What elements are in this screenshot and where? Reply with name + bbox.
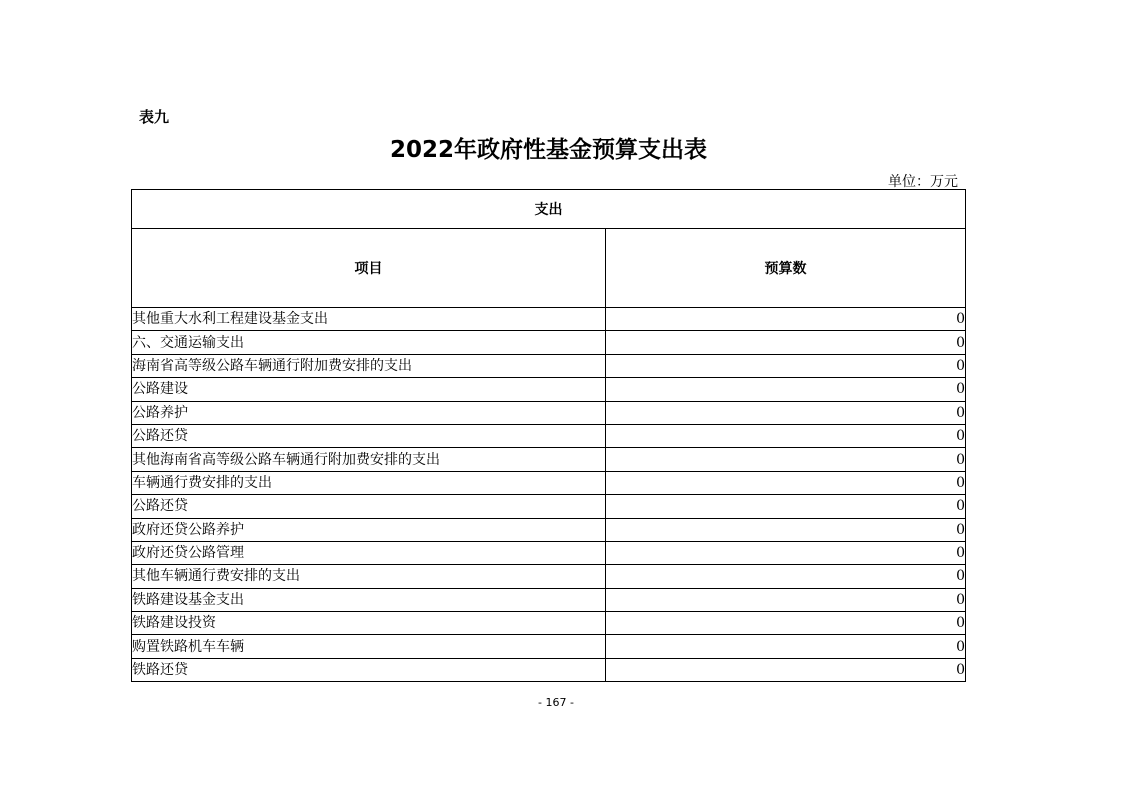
item-cell: 公路养护 (132, 401, 606, 424)
table-row (132, 308, 966, 331)
table-row (132, 518, 966, 541)
item-cell: 六、交通运输支出 (132, 331, 606, 354)
item-cell: 购置铁路机车车辆 (132, 635, 606, 658)
item-cell: 公路建设 (132, 378, 606, 401)
amount-cell: 0 (606, 448, 966, 471)
item-cell: 海南省高等级公路车辆通行附加费安排的支出 (132, 354, 606, 377)
table-header (132, 190, 966, 308)
item-cell: 其他重大水利工程建设基金支出 (132, 308, 606, 331)
table-row (132, 658, 966, 681)
table-row (132, 378, 966, 401)
amount-cell: 0 (606, 308, 966, 331)
table-row (132, 495, 966, 518)
amount-cell: 0 (606, 612, 966, 635)
table-row (132, 612, 966, 635)
header-group-expenditure: 支出 (132, 190, 966, 229)
item-cell: 车辆通行费安排的支出 (132, 471, 606, 494)
item-cell: 铁路建设投资 (132, 612, 606, 635)
budget-table (131, 189, 966, 682)
item-cell: 政府还贷公路养护 (132, 518, 606, 541)
amount-cell: 0 (606, 588, 966, 611)
amount-cell: 0 (606, 331, 966, 354)
table-label: 表九 (139, 108, 170, 126)
item-cell: 其他车辆通行费安排的支出 (132, 565, 606, 588)
amount-cell: 0 (606, 401, 966, 424)
item-cell: 铁路建设基金支出 (132, 588, 606, 611)
table-body (132, 308, 966, 682)
table-row (132, 471, 966, 494)
item-cell: 政府还贷公路管理 (132, 541, 606, 564)
item-cell: 公路还贷 (132, 495, 606, 518)
amount-cell: 0 (606, 541, 966, 564)
table-row (132, 541, 966, 564)
page-number: - 167 - (538, 696, 574, 709)
amount-cell: 0 (606, 354, 966, 377)
table-row (132, 331, 966, 354)
amount-cell: 0 (606, 658, 966, 681)
table-row (132, 565, 966, 588)
item-cell: 公路还贷 (132, 424, 606, 447)
item-cell: 其他海南省高等级公路车辆通行附加费安排的支出 (132, 448, 606, 471)
amount-cell: 0 (606, 495, 966, 518)
table-row (132, 635, 966, 658)
amount-cell: 0 (606, 565, 966, 588)
amount-cell: 0 (606, 424, 966, 447)
unit-label: 单位：万元 (888, 174, 958, 190)
page-title: 2022年政府性基金预算支出表 (389, 137, 707, 163)
table-row (132, 588, 966, 611)
header-item-column: 项目 (132, 229, 606, 308)
table-row (132, 424, 966, 447)
item-cell: 铁路还贷 (132, 658, 606, 681)
header-amount-column: 预算数 (606, 229, 966, 308)
amount-cell: 0 (606, 635, 966, 658)
amount-cell: 0 (606, 378, 966, 401)
amount-cell: 0 (606, 518, 966, 541)
table-row (132, 401, 966, 424)
table-row (132, 448, 966, 471)
table-row (132, 354, 966, 377)
amount-cell: 0 (606, 471, 966, 494)
